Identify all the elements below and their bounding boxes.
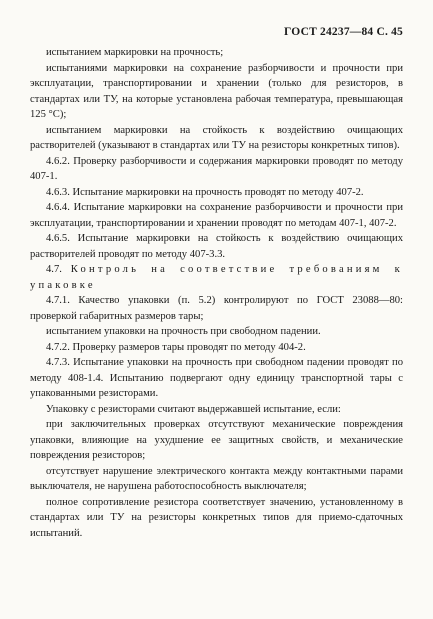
paragraph: 4.6.5. Испытание маркировки на стойкость к воздействию очищающих растворителей проводят по методу 407-3.3. — [30, 233, 403, 260]
paragraph: 4.7.3. Испытание упаковки на прочность при свободном падении проводят по методу 408-1.4. Испытанию подвергают одну единицу транспортной тары с упакованными резисторами. — [30, 357, 403, 399]
paragraph: 4.6.3. Испытание маркировки на прочность проводят по методу 407-2. — [46, 186, 364, 198]
section-number: 4.7. — [46, 264, 62, 275]
paragraph: испытанием маркировки на прочность; — [46, 47, 224, 58]
paragraph: испытанием упаковки на прочность при свободном падении. — [46, 326, 321, 337]
section-title: Контроль на соответствие требованиям к упаковке — [30, 264, 403, 291]
paragraph: 4.6.2. Проверку разборчивости и содержания маркировки проводят по методу 407-1. — [30, 155, 403, 182]
paragraph: 4.7.2. Проверку размеров тары проводят по методу 404-2. — [46, 341, 306, 353]
paragraph: 4.6.4. Испытание маркировки на сохранение разборчивости и прочности при эксплуатации, транспортировании и хранении проводят по методам 407-1, 407-2. — [30, 202, 403, 229]
paragraph: Упаковку с резисторами считают выдержавшей испытание, если: — [46, 403, 341, 415]
paragraph: полное сопротивление резистора соответствует значению, установленному в стандартах или ТУ на резисторы конкретных типов для приемо-сдаточных испытаний. — [30, 496, 403, 539]
page-header: ГОСТ 24237—84 С. 45 — [284, 26, 403, 38]
paragraph: отсутствует нарушение электрического контакта между контактными парами выключателя, не нарушена работоспособность выключателя; — [30, 465, 403, 492]
document-body — [30, 45, 403, 541]
paragraph: испытаниями маркировки на сохранение разборчивости и прочности при эксплуатации, транспортировании и хранении (только для резисторов, в стандартах или ТУ, на которые установлена рабочая температура, превышающая 125 °С); — [30, 62, 403, 120]
paragraph: испытанием маркировки на стойкость к воздействию очищающих растворителей (указывают в стандартах или ТУ на резисторы конкретных типов). — [30, 124, 403, 151]
paragraph: 4.7.1. Качество упаковки (п. 5.2) контролируют по ГОСТ 23088—80: проверкой габаритных размеров тары; — [30, 295, 403, 322]
paragraph: при заключительных проверках отсутствуют механические повреждения упаковки, влияющие на ухудшение ее защитных свойств, и механические повреждения резисторов; — [30, 419, 403, 461]
section-heading — [30, 262, 403, 293]
